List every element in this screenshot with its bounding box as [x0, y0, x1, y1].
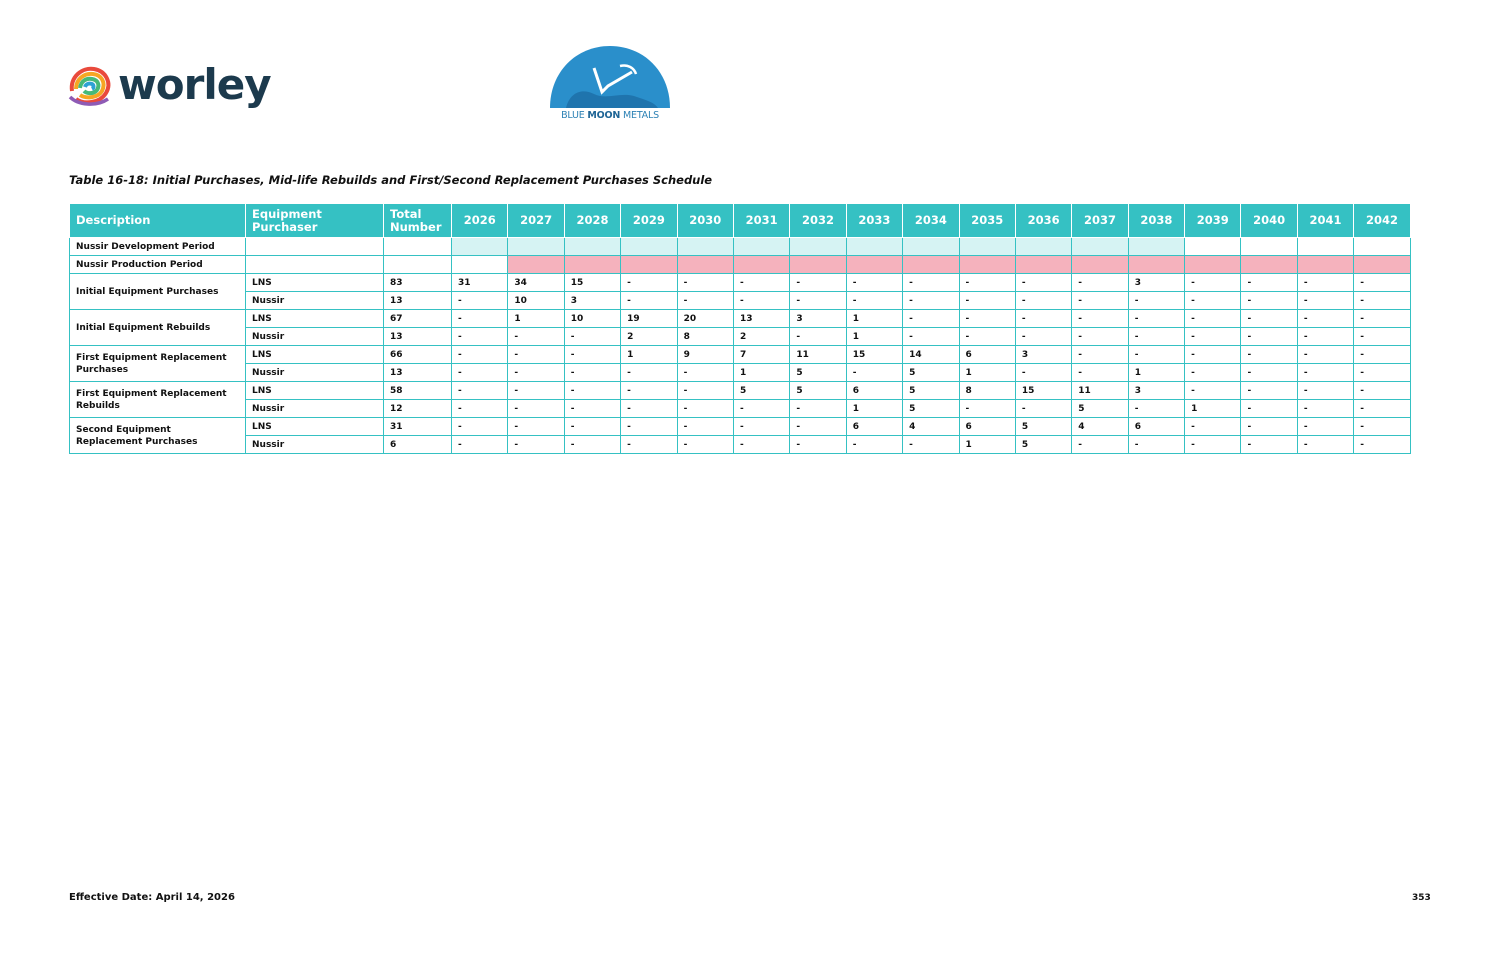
year-value-cell: -	[1297, 274, 1353, 292]
total-cell: 31	[384, 418, 452, 436]
year-value-cell: -	[790, 292, 846, 310]
year-value-cell: 1	[621, 346, 677, 364]
year-value-cell: -	[1354, 418, 1410, 436]
total-cell: 13	[384, 328, 452, 346]
year-value-cell: -	[677, 364, 733, 382]
purchaser-cell: Nussir	[246, 328, 384, 346]
header-purchaser-line1: Equipment	[252, 206, 322, 221]
year-value-cell: -	[1015, 292, 1071, 310]
table-row	[70, 400, 1411, 418]
year-value-cell: 11	[1072, 382, 1128, 400]
year-value-cell: -	[452, 328, 508, 346]
period-year-cell	[903, 238, 959, 256]
year-value-cell: 6	[959, 346, 1015, 364]
table-row	[70, 292, 1411, 310]
year-value-cell: -	[903, 292, 959, 310]
year-value-cell: -	[1128, 400, 1184, 418]
period-year-cell	[1241, 256, 1297, 274]
year-value-cell: -	[1072, 292, 1128, 310]
year-value-cell: 4	[1072, 418, 1128, 436]
period-year-cell	[1072, 238, 1128, 256]
year-value-cell: -	[1354, 400, 1410, 418]
period-year-cell	[508, 256, 564, 274]
year-value-cell: -	[1297, 364, 1353, 382]
year-value-cell: -	[959, 274, 1015, 292]
year-value-cell: -	[1015, 328, 1071, 346]
year-value-cell: -	[1185, 364, 1241, 382]
header-year: 2035	[959, 204, 1015, 238]
header-purchaser-line2: Purchaser	[252, 219, 318, 234]
year-value-cell: -	[1297, 382, 1353, 400]
year-value-cell: -	[790, 328, 846, 346]
year-value-cell: 1	[959, 436, 1015, 454]
header-year: 2042	[1354, 204, 1410, 238]
period-year-cell	[621, 238, 677, 256]
purchaser-cell: LNS	[246, 310, 384, 328]
year-value-cell: -	[452, 292, 508, 310]
year-value-cell: -	[677, 400, 733, 418]
year-value-cell: -	[1015, 364, 1071, 382]
year-value-cell: -	[1128, 328, 1184, 346]
year-value-cell: -	[733, 400, 789, 418]
year-value-cell: -	[1297, 346, 1353, 364]
year-value-cell: -	[1241, 328, 1297, 346]
year-value-cell: -	[508, 382, 564, 400]
logo-metals-text: METALS	[623, 110, 659, 121]
year-value-cell: -	[846, 292, 902, 310]
empty-cell	[246, 238, 384, 256]
period-year-cell	[677, 256, 733, 274]
year-value-cell: 31	[452, 274, 508, 292]
year-value-cell: -	[1128, 436, 1184, 454]
header-year: 2037	[1072, 204, 1128, 238]
header-description: Description	[70, 204, 246, 238]
year-value-cell: 7	[733, 346, 789, 364]
total-cell: 6	[384, 436, 452, 454]
year-value-cell: -	[452, 364, 508, 382]
table-row	[70, 364, 1411, 382]
year-value-cell: -	[508, 364, 564, 382]
year-value-cell: 15	[846, 346, 902, 364]
period-year-cell	[677, 238, 733, 256]
header-year: 2033	[846, 204, 902, 238]
year-value-cell: -	[508, 418, 564, 436]
year-value-cell: 5	[903, 364, 959, 382]
logo-moon-text: MOON	[587, 110, 621, 121]
year-value-cell: 5	[790, 364, 846, 382]
period-year-cell	[959, 238, 1015, 256]
year-value-cell: 3	[1128, 274, 1184, 292]
year-value-cell: -	[1185, 418, 1241, 436]
year-value-cell: -	[1128, 346, 1184, 364]
total-cell: 66	[384, 346, 452, 364]
year-value-cell: -	[790, 274, 846, 292]
year-value-cell: -	[1241, 274, 1297, 292]
year-value-cell: -	[1297, 310, 1353, 328]
year-value-cell: -	[621, 400, 677, 418]
year-value-cell: -	[1128, 310, 1184, 328]
year-value-cell: 5	[1072, 400, 1128, 418]
year-value-cell: -	[508, 436, 564, 454]
period-row	[70, 256, 1411, 274]
year-value-cell: 1	[846, 328, 902, 346]
purchaser-cell: Nussir	[246, 400, 384, 418]
year-value-cell: 11	[790, 346, 846, 364]
year-value-cell: -	[903, 436, 959, 454]
header-year: 2026	[452, 204, 508, 238]
table-body	[70, 238, 1411, 454]
header-year: 2027	[508, 204, 564, 238]
year-value-cell: 10	[508, 292, 564, 310]
period-year-cell	[733, 238, 789, 256]
year-value-cell: -	[903, 274, 959, 292]
year-value-cell: -	[621, 274, 677, 292]
period-year-cell	[452, 256, 508, 274]
year-value-cell: -	[1241, 418, 1297, 436]
year-value-cell: -	[1185, 436, 1241, 454]
total-cell: 58	[384, 382, 452, 400]
year-value-cell: -	[846, 436, 902, 454]
header-year: 2032	[790, 204, 846, 238]
year-value-cell: 5	[1015, 418, 1071, 436]
table-row	[70, 310, 1411, 328]
empty-cell	[384, 256, 452, 274]
year-value-cell: 6	[1128, 418, 1184, 436]
year-value-cell: -	[959, 310, 1015, 328]
worley-logo	[66, 60, 271, 109]
period-year-cell	[1128, 238, 1184, 256]
period-year-cell	[621, 256, 677, 274]
header-year: 2030	[677, 204, 733, 238]
year-value-cell: -	[733, 274, 789, 292]
year-value-cell: -	[1015, 310, 1071, 328]
table-caption: Table 16-18: Initial Purchases, Mid-life Rebuilds and First/Second Replacement Purchases Schedule	[69, 173, 713, 187]
year-value-cell: -	[1185, 346, 1241, 364]
worley-wordmark: worley	[118, 60, 271, 109]
year-value-cell: -	[733, 292, 789, 310]
blue-moon-metals-logo	[546, 44, 674, 130]
group-description: Initial Equipment Purchases	[70, 274, 246, 310]
worley-swirl-icon	[66, 61, 114, 109]
year-value-cell: -	[564, 328, 620, 346]
year-value-cell: -	[1297, 328, 1353, 346]
table-row	[70, 382, 1411, 400]
table-row	[70, 346, 1411, 364]
header-year: 2039	[1185, 204, 1241, 238]
year-value-cell: -	[846, 274, 902, 292]
year-value-cell: 10	[564, 310, 620, 328]
year-value-cell: -	[1185, 382, 1241, 400]
group-description: Second Equipment Replacement Purchases	[70, 418, 246, 454]
purchase-schedule-table	[69, 203, 1411, 454]
header-total-line1: Total	[390, 206, 422, 221]
header-year: 2038	[1128, 204, 1184, 238]
effective-date: Effective Date: April 14, 2026	[69, 892, 235, 903]
total-cell: 13	[384, 292, 452, 310]
year-value-cell: 4	[903, 418, 959, 436]
year-value-cell: 5	[733, 382, 789, 400]
year-value-cell: 5	[1015, 436, 1071, 454]
year-value-cell: -	[1354, 346, 1410, 364]
year-value-cell: -	[621, 292, 677, 310]
period-year-cell	[1241, 238, 1297, 256]
year-value-cell: 6	[959, 418, 1015, 436]
year-value-cell: 1	[733, 364, 789, 382]
year-value-cell: -	[1241, 346, 1297, 364]
period-year-cell	[903, 256, 959, 274]
year-value-cell: 8	[959, 382, 1015, 400]
moon-pickaxe-icon	[546, 44, 674, 110]
period-year-cell	[1072, 256, 1128, 274]
year-value-cell: -	[452, 346, 508, 364]
purchaser-cell: LNS	[246, 418, 384, 436]
year-value-cell: -	[1072, 274, 1128, 292]
year-value-cell: -	[1072, 328, 1128, 346]
year-value-cell: 1	[508, 310, 564, 328]
purchaser-cell: Nussir	[246, 292, 384, 310]
year-value-cell: 2	[621, 328, 677, 346]
period-year-cell	[508, 238, 564, 256]
year-value-cell: -	[564, 436, 620, 454]
year-value-cell: 3	[1128, 382, 1184, 400]
year-value-cell: -	[452, 418, 508, 436]
period-year-cell	[1128, 256, 1184, 274]
page-number: 353	[1412, 893, 1431, 903]
header-year: 2036	[1015, 204, 1071, 238]
year-value-cell: 3	[564, 292, 620, 310]
year-value-cell: -	[1354, 382, 1410, 400]
table-row	[70, 328, 1411, 346]
year-value-cell: -	[621, 436, 677, 454]
year-value-cell: 15	[564, 274, 620, 292]
purchaser-cell: LNS	[246, 274, 384, 292]
period-year-cell	[1354, 256, 1410, 274]
header-year: 2040	[1241, 204, 1297, 238]
total-cell: 12	[384, 400, 452, 418]
header-total-line2: Number	[390, 219, 442, 234]
table-row	[70, 418, 1411, 436]
year-value-cell: 20	[677, 310, 733, 328]
year-value-cell: -	[1015, 400, 1071, 418]
total-cell: 13	[384, 364, 452, 382]
year-value-cell: 34	[508, 274, 564, 292]
period-year-cell	[452, 238, 508, 256]
year-value-cell: -	[564, 400, 620, 418]
year-value-cell: -	[1354, 274, 1410, 292]
year-value-cell: 5	[790, 382, 846, 400]
year-value-cell: -	[621, 418, 677, 436]
year-value-cell: -	[452, 382, 508, 400]
year-value-cell: -	[621, 364, 677, 382]
year-value-cell: 15	[1015, 382, 1071, 400]
year-value-cell: 3	[1015, 346, 1071, 364]
period-year-cell	[846, 256, 902, 274]
year-value-cell: -	[1297, 400, 1353, 418]
year-value-cell: 1	[1128, 364, 1184, 382]
year-value-cell: -	[1354, 292, 1410, 310]
year-value-cell: -	[1015, 274, 1071, 292]
header-year: 2034	[903, 204, 959, 238]
period-label: Nussir Development Period	[70, 238, 246, 256]
year-value-cell: -	[733, 436, 789, 454]
year-value-cell: -	[564, 382, 620, 400]
year-value-cell: 14	[903, 346, 959, 364]
year-value-cell: -	[1241, 310, 1297, 328]
year-value-cell: -	[1185, 310, 1241, 328]
table-row	[70, 436, 1411, 454]
year-value-cell: 3	[790, 310, 846, 328]
year-value-cell: -	[1297, 436, 1353, 454]
period-year-cell	[1015, 238, 1071, 256]
empty-cell	[384, 238, 452, 256]
year-value-cell: 6	[846, 382, 902, 400]
year-value-cell: -	[564, 346, 620, 364]
year-value-cell: -	[959, 400, 1015, 418]
year-value-cell: -	[1354, 364, 1410, 382]
header-purchaser	[246, 204, 384, 238]
header-year: 2029	[621, 204, 677, 238]
year-value-cell: -	[846, 364, 902, 382]
year-value-cell: 1	[846, 310, 902, 328]
purchaser-cell: LNS	[246, 346, 384, 364]
year-value-cell: -	[564, 364, 620, 382]
period-year-cell	[959, 256, 1015, 274]
year-value-cell: -	[1072, 436, 1128, 454]
period-year-cell	[790, 238, 846, 256]
period-year-cell	[564, 238, 620, 256]
period-year-cell	[1354, 238, 1410, 256]
purchaser-cell: Nussir	[246, 436, 384, 454]
year-value-cell: -	[677, 292, 733, 310]
year-value-cell: 2	[733, 328, 789, 346]
period-year-cell	[1185, 238, 1241, 256]
year-value-cell: -	[621, 382, 677, 400]
year-value-cell: -	[959, 292, 1015, 310]
group-description: First Equipment Replacement Purchases	[70, 346, 246, 382]
year-value-cell: -	[959, 328, 1015, 346]
year-value-cell: -	[1241, 382, 1297, 400]
header-total	[384, 204, 452, 238]
year-value-cell: -	[508, 346, 564, 364]
year-value-cell: -	[452, 310, 508, 328]
period-year-cell	[790, 256, 846, 274]
year-value-cell: -	[903, 310, 959, 328]
year-value-cell: -	[1354, 310, 1410, 328]
year-value-cell: 19	[621, 310, 677, 328]
year-value-cell: -	[1072, 364, 1128, 382]
year-value-cell: -	[1185, 274, 1241, 292]
year-value-cell: -	[564, 418, 620, 436]
group-description: Initial Equipment Rebuilds	[70, 310, 246, 346]
year-value-cell: 13	[733, 310, 789, 328]
year-value-cell: 5	[903, 400, 959, 418]
year-value-cell: -	[1128, 292, 1184, 310]
year-value-cell: -	[508, 400, 564, 418]
year-value-cell: -	[790, 436, 846, 454]
period-label: Nussir Production Period	[70, 256, 246, 274]
period-year-cell	[1297, 238, 1353, 256]
year-value-cell: -	[1297, 292, 1353, 310]
table-row	[70, 274, 1411, 292]
year-value-cell: 6	[846, 418, 902, 436]
group-description: First Equipment Replacement Rebuilds	[70, 382, 246, 418]
year-value-cell: -	[1354, 328, 1410, 346]
purchaser-cell: Nussir	[246, 364, 384, 382]
year-value-cell: -	[1241, 436, 1297, 454]
year-value-cell: -	[677, 274, 733, 292]
year-value-cell: 8	[677, 328, 733, 346]
period-year-cell	[733, 256, 789, 274]
period-row	[70, 238, 1411, 256]
year-value-cell: -	[1185, 328, 1241, 346]
year-value-cell: -	[677, 436, 733, 454]
period-year-cell	[1185, 256, 1241, 274]
header-year: 2041	[1297, 204, 1353, 238]
period-year-cell	[564, 256, 620, 274]
year-value-cell: -	[903, 328, 959, 346]
total-cell: 83	[384, 274, 452, 292]
empty-cell	[246, 256, 384, 274]
total-cell: 67	[384, 310, 452, 328]
header-year: 2031	[733, 204, 789, 238]
year-value-cell: -	[677, 418, 733, 436]
year-value-cell: -	[1072, 310, 1128, 328]
period-year-cell	[846, 238, 902, 256]
year-value-cell: -	[1241, 364, 1297, 382]
year-value-cell: -	[733, 418, 789, 436]
period-year-cell	[1297, 256, 1353, 274]
year-value-cell: -	[1354, 436, 1410, 454]
year-value-cell: -	[508, 328, 564, 346]
year-value-cell: 1	[959, 364, 1015, 382]
year-value-cell: 1	[1185, 400, 1241, 418]
year-value-cell: -	[452, 436, 508, 454]
year-value-cell: 5	[903, 382, 959, 400]
year-value-cell: -	[1072, 346, 1128, 364]
year-value-cell: 9	[677, 346, 733, 364]
header-year: 2028	[564, 204, 620, 238]
year-value-cell: -	[1185, 292, 1241, 310]
year-value-cell: -	[677, 382, 733, 400]
year-value-cell: -	[790, 400, 846, 418]
year-value-cell: -	[1241, 292, 1297, 310]
period-year-cell	[1015, 256, 1071, 274]
year-value-cell: 1	[846, 400, 902, 418]
year-value-cell: -	[1297, 418, 1353, 436]
table-header-row	[70, 204, 1411, 238]
year-value-cell: -	[1241, 400, 1297, 418]
purchaser-cell: LNS	[246, 382, 384, 400]
year-value-cell: -	[790, 418, 846, 436]
year-value-cell: -	[452, 400, 508, 418]
logo-blue-text: BLUE	[561, 110, 585, 121]
